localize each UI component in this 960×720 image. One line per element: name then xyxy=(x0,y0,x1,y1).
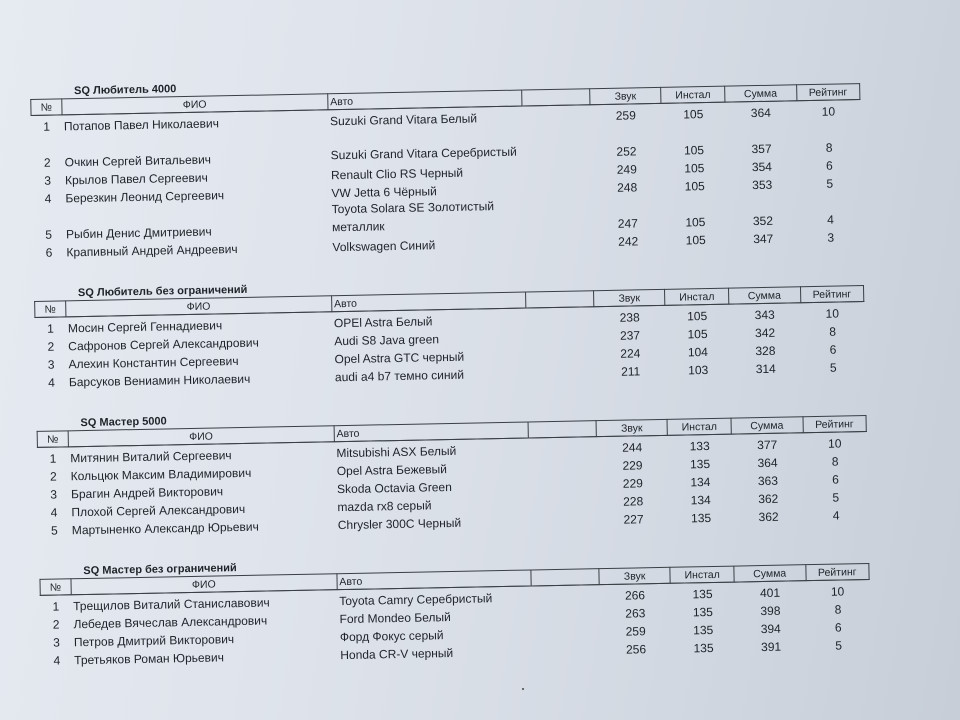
blank-cell xyxy=(524,177,592,196)
row-number: 3 xyxy=(50,487,58,502)
col-sum-header: Сумма xyxy=(728,287,800,304)
car-name: Opel Astra Бежевый xyxy=(336,462,448,479)
total-score: 347 xyxy=(753,231,774,247)
sound-score: 244 xyxy=(622,440,643,455)
total-score: 352 xyxy=(752,213,774,229)
sound-score: 249 xyxy=(616,162,637,177)
car-name: Skoda Octavia Green xyxy=(336,479,452,497)
col-name-header: ФИО xyxy=(68,426,334,447)
total-score: 398 xyxy=(760,603,781,619)
col-sound-header: Звук xyxy=(596,419,668,436)
install-score: 135 xyxy=(693,640,714,656)
rating-value: 8 xyxy=(829,324,837,339)
rating-value: 6 xyxy=(825,158,833,173)
rating-value: 5 xyxy=(829,360,837,375)
blank-cell xyxy=(522,105,590,125)
sound-score: 248 xyxy=(617,180,638,195)
car-name: Toyota Camry Серебристый xyxy=(339,591,493,609)
total-score: 364 xyxy=(757,455,778,471)
car-name: Chrysler 300C Черный xyxy=(337,515,462,533)
col-rating-header: Рейтинг xyxy=(805,563,869,580)
col-name-header: ФИО xyxy=(71,574,337,595)
blank-cell xyxy=(529,455,597,474)
blank-cell xyxy=(531,585,599,605)
install-score: 105 xyxy=(684,179,705,194)
car-name: Renault Clio RS Черный xyxy=(330,165,464,183)
total-score: 401 xyxy=(759,585,781,601)
total-score: 328 xyxy=(755,343,776,359)
sound-score: 224 xyxy=(620,346,641,361)
participant-name: Кольцюк Максим Владимирович xyxy=(70,465,252,484)
col-install-header: Инстал xyxy=(667,418,731,435)
rating-value: 6 xyxy=(829,342,837,357)
blank-cell xyxy=(524,195,592,232)
rating-value: 10 xyxy=(827,436,842,451)
participant-name: Петров Дмитрий Викторович xyxy=(73,632,235,650)
col-sum-header: Сумма xyxy=(734,565,806,582)
col-blank-header xyxy=(531,569,599,586)
car-name: Audi S8 Java green xyxy=(334,332,440,349)
blank-cell xyxy=(526,325,594,344)
results-section xyxy=(36,402,868,538)
total-score: 362 xyxy=(758,491,779,507)
participant-name: Очкин Сергей Витальевич xyxy=(64,152,212,170)
results-sheet xyxy=(30,70,872,696)
total-score: 391 xyxy=(760,639,782,655)
results-section xyxy=(39,550,871,668)
blank-cell xyxy=(529,437,597,457)
rating-value: 10 xyxy=(821,104,836,119)
col-install-header: Инстал xyxy=(661,86,725,103)
participant-name: Крапивный Андрей Андреевич xyxy=(66,242,238,260)
col-blank-header xyxy=(522,89,590,106)
row-number: 1 xyxy=(43,119,51,134)
results-table xyxy=(39,563,871,668)
rating-value: 6 xyxy=(834,620,842,635)
sound-score: 259 xyxy=(615,108,636,123)
results-section xyxy=(30,70,863,260)
total-score: 343 xyxy=(754,307,775,323)
row-number: 2 xyxy=(49,469,57,484)
col-name-header: ФИО xyxy=(61,94,327,115)
col-car-header: Авто xyxy=(328,90,523,110)
col-number-header: № xyxy=(35,301,66,318)
sound-score: 227 xyxy=(623,512,644,527)
install-score: 134 xyxy=(690,493,711,508)
section-title: SQ Мастер без ограничений xyxy=(83,562,237,578)
row-number: 1 xyxy=(47,321,54,336)
car-name: Volkswagen Синий xyxy=(332,238,436,255)
participant-name: Сафронов Сергей Александрович xyxy=(68,335,259,354)
sound-score: 266 xyxy=(624,588,646,603)
row-number: 5 xyxy=(50,523,58,538)
row-number: 1 xyxy=(49,451,57,466)
col-number-header: № xyxy=(37,431,68,448)
blank-cell xyxy=(527,343,595,362)
col-rating-header: Рейтинг xyxy=(796,84,860,101)
section-title: SQ Любитель 4000 xyxy=(73,83,177,98)
col-sum-header: Сумма xyxy=(725,85,797,102)
row-number: 2 xyxy=(47,339,55,354)
rating-value: 5 xyxy=(826,176,834,191)
results-table xyxy=(37,415,869,538)
sound-score: 229 xyxy=(622,476,643,491)
col-blank-header xyxy=(526,291,594,308)
participant-name: Трещилов Виталий Станиславович xyxy=(73,595,270,614)
sound-score: 237 xyxy=(619,328,641,343)
sound-score: 242 xyxy=(618,234,639,249)
sound-score: 238 xyxy=(619,310,640,325)
participant-name: Брагин Андрей Викторович xyxy=(70,484,224,502)
col-sum-header: Сумма xyxy=(731,417,803,434)
car-name: Honda CR-V черный xyxy=(340,645,454,663)
blank-cell xyxy=(525,231,593,250)
col-rating-header: Рейтинг xyxy=(800,286,864,303)
blank-cell xyxy=(532,639,600,658)
car-name: Ford Mondeo Белый xyxy=(339,610,451,627)
blank-cell xyxy=(526,307,594,327)
blank-cell xyxy=(530,509,598,528)
col-car-header: Авто xyxy=(337,570,532,590)
col-car-header: Авто xyxy=(331,292,526,312)
car-name: VW Jetta 6 Чёрный xyxy=(331,184,437,201)
col-sound-header: Звук xyxy=(599,567,671,584)
total-score: 314 xyxy=(755,361,776,377)
install-score: 134 xyxy=(690,475,711,490)
participant-name: Алехин Константин Сергеевич xyxy=(68,354,239,372)
participant-name: Барсуков Вениамин Николаевич xyxy=(68,371,251,390)
install-score: 104 xyxy=(687,345,709,360)
col-sound-header: Звук xyxy=(593,289,665,306)
participant-name: Рыбин Денис Дмитриевич xyxy=(65,224,212,242)
rating-value: 8 xyxy=(825,140,833,155)
install-score: 133 xyxy=(689,439,710,454)
rating-value: 8 xyxy=(831,454,839,469)
rating-value: 4 xyxy=(827,212,834,227)
sound-score: 229 xyxy=(622,458,643,473)
total-score: 357 xyxy=(751,141,772,157)
col-install-header: Инстал xyxy=(665,288,729,305)
blank-cell xyxy=(530,491,598,510)
participant-name: Березкин Леонид Сергеевич xyxy=(65,188,225,206)
total-score: 364 xyxy=(750,105,772,121)
install-score: 135 xyxy=(693,622,714,638)
row-number: 4 xyxy=(53,653,61,668)
row-number: 2 xyxy=(43,155,51,170)
install-score: 105 xyxy=(687,309,708,324)
row-number: 3 xyxy=(47,357,55,372)
row-number: 5 xyxy=(45,227,53,242)
blank-cell xyxy=(523,123,591,160)
rating-value: 10 xyxy=(825,306,840,321)
results-table xyxy=(34,285,866,390)
install-score: 103 xyxy=(688,363,709,378)
car-name: audi a4 b7 темно синий xyxy=(334,367,465,385)
sound-score: 211 xyxy=(621,364,641,379)
car-name: Suzuki Grand Vitara Серебристый xyxy=(330,144,517,163)
rating-value: 5 xyxy=(832,490,840,505)
participant-name: Третьяков Роман Юрьевич xyxy=(74,650,225,668)
results-section xyxy=(34,272,866,390)
row-number: 3 xyxy=(44,173,52,188)
blank-cell xyxy=(527,361,595,380)
participant-name: Плохой Сергей Александрович xyxy=(71,501,246,520)
col-blank-header xyxy=(528,421,596,438)
install-score: 135 xyxy=(690,511,712,526)
col-install-header: Инстал xyxy=(670,566,734,583)
car-name: mazda rx8 серый xyxy=(337,498,432,515)
blank-cell xyxy=(532,603,600,622)
row-number: 2 xyxy=(52,617,60,632)
install-score: 105 xyxy=(685,233,706,248)
install-score: 135 xyxy=(692,604,714,620)
results-table xyxy=(30,83,863,260)
install-score: 105 xyxy=(683,143,705,158)
install-score: 105 xyxy=(683,107,704,122)
install-score: 135 xyxy=(692,586,713,602)
participant-name: Мартыненко Александр Юрьевич xyxy=(71,519,259,538)
rating-value: 4 xyxy=(832,508,840,523)
rating-value: 10 xyxy=(830,584,845,599)
rating-value: 8 xyxy=(834,602,842,617)
participant-name: Митянин Виталий Сергеевич xyxy=(70,448,232,466)
total-score: 354 xyxy=(751,159,773,175)
install-score: 105 xyxy=(685,215,706,230)
rating-value: 6 xyxy=(831,472,839,487)
col-rating-header: Рейтинг xyxy=(803,416,867,433)
col-car-header: Авто xyxy=(334,422,529,442)
row-number: 4 xyxy=(44,191,52,206)
participant-name: Мосин Сергей Геннадиевич xyxy=(67,318,223,336)
total-score: 353 xyxy=(752,177,773,193)
blank-cell xyxy=(523,159,591,178)
car-name: Форд Фокус серый xyxy=(339,628,444,645)
col-number-header: № xyxy=(40,579,71,596)
car-name: OPEl Astra Белый xyxy=(333,314,433,331)
install-score: 105 xyxy=(684,161,705,176)
total-score: 342 xyxy=(754,325,776,341)
sound-score: 259 xyxy=(625,624,646,639)
total-score: 362 xyxy=(758,509,779,525)
total-score: 377 xyxy=(757,437,778,453)
rating-value: 5 xyxy=(835,638,843,653)
total-score: 363 xyxy=(757,473,779,489)
car-name: Opel Astra GTC черный xyxy=(334,349,465,367)
row-number: 1 xyxy=(52,599,60,614)
install-score: 105 xyxy=(687,327,708,342)
sound-score: 256 xyxy=(625,642,647,657)
row-number: 3 xyxy=(53,635,61,650)
blank-cell xyxy=(529,473,597,492)
sound-score: 228 xyxy=(623,494,644,509)
participant-name: Потапов Павел Николаевич xyxy=(63,116,220,134)
sound-score: 247 xyxy=(617,216,639,231)
section-title: SQ Любитель без ограничений xyxy=(77,283,248,300)
rating-value: 3 xyxy=(827,230,835,245)
car-name: Suzuki Grand Vitara Белый xyxy=(329,111,478,129)
section-title: SQ Мастер 5000 xyxy=(80,415,167,430)
paper-mark xyxy=(522,688,524,690)
car-name: Mitsubishi ASX Белый xyxy=(336,443,457,461)
col-name-header: ФИО xyxy=(65,296,331,317)
row-number: 4 xyxy=(48,375,56,390)
total-score: 394 xyxy=(760,621,781,637)
install-score: 135 xyxy=(689,457,711,472)
participant-name: Крылов Павел Сергеевич xyxy=(64,170,208,188)
sound-score: 252 xyxy=(616,144,637,159)
sound-score: 263 xyxy=(625,606,646,621)
col-number-header: № xyxy=(31,99,62,116)
car-name: Toyota Solara SE Золотистый металлик xyxy=(331,199,495,235)
participant-name: Лебедев Вячеслав Александрович xyxy=(73,613,268,632)
col-sound-header: Звук xyxy=(589,87,661,104)
row-number: 6 xyxy=(45,245,53,260)
blank-cell xyxy=(532,621,600,640)
row-number: 4 xyxy=(50,505,58,520)
